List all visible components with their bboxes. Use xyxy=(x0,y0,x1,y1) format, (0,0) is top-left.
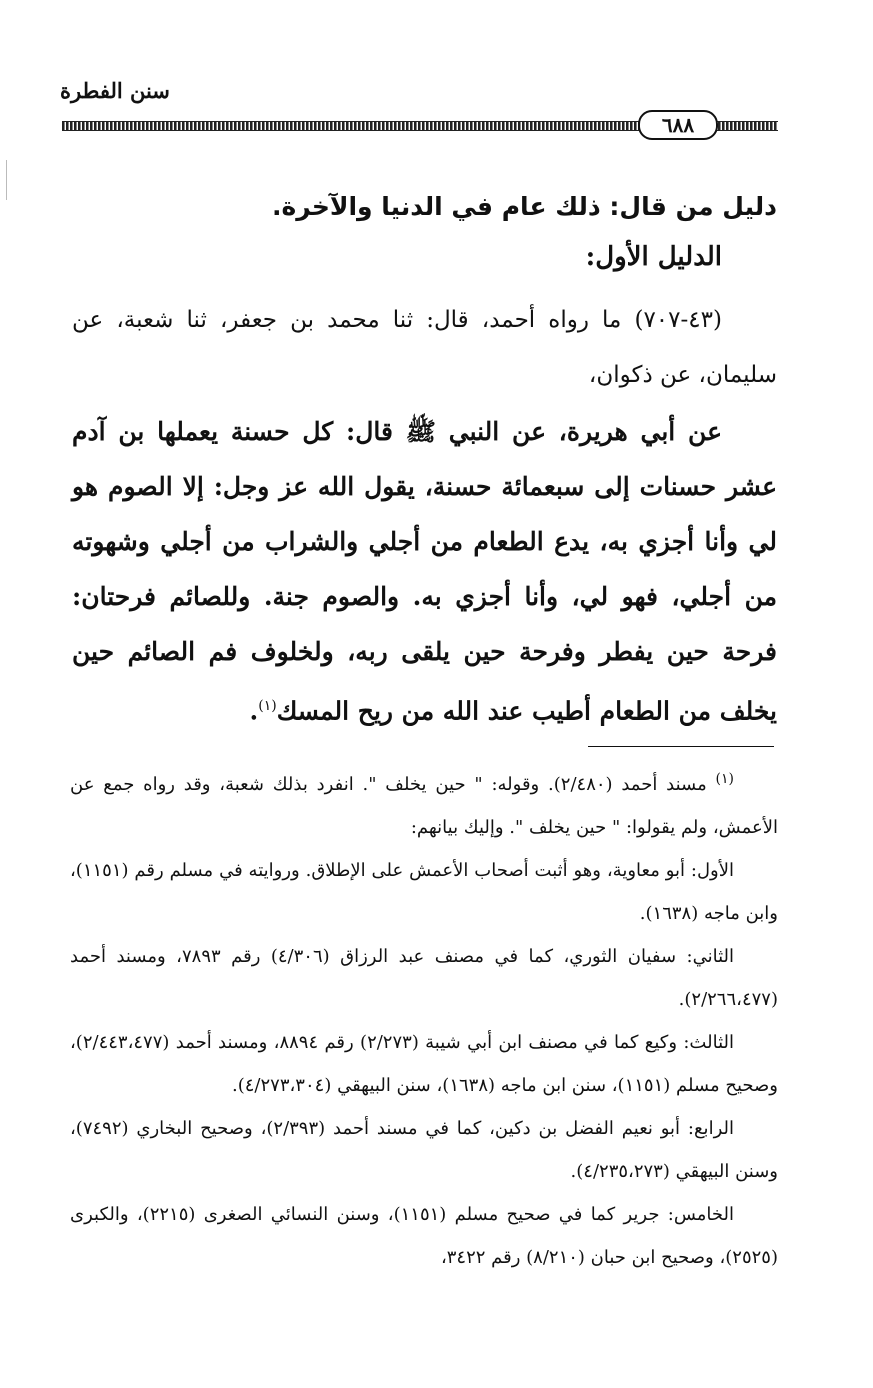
proof-title: الدليل الأول: xyxy=(585,242,722,272)
hadith-matn-text: عن أبي هريرة، عن النبي ﷺ قال: كل حسنة يعملها بن آدم عشر حسنات إلى سبعمائة حسنة، يقول الله عز وجل: إلا الصوم هو لي وأنا أجزي به، يدع الطعام من أجلي والشراب من أجلي وشهوته من أجلي، فهو لي، وأنا أجزي به. والصوم جنة. وللصائم فرحتان: فرحة حين يفطر وفرحة حين يلقى ربه، ولخلوف فم الصائم حين يخلف من الطعام أطيب عند الله من ريح المسك xyxy=(72,417,777,726)
footnote-text: مسند أحمد (٢/٤٨٠). وقوله: " حين يخلف ". انفرد بذلك شعبة، وقد رواه جمع عن الأعمش، ولم يقولوا: " حين يخلف ". وإليك بيانهم: xyxy=(70,774,778,838)
page-number: ٦٨٨ xyxy=(638,110,718,140)
hadith-matn-end: . xyxy=(249,696,259,726)
running-title: سنن الفطرة xyxy=(60,78,170,103)
footnote-reference[interactable]: (١) xyxy=(258,698,277,714)
footnote-entry: الرابع: أبو نعيم الفضل بن دكين، كما في مسند أحمد (٢/٣٩٣)، وصحيح البخاري (٧٤٩٢)، وسنن البيهقي (٤/٢٣٥،٢٧٣). xyxy=(70,1118,778,1182)
footnote-separator xyxy=(588,746,774,747)
footnote-marker: (١) xyxy=(715,771,734,787)
footnotes xyxy=(70,758,778,1279)
scan-mark xyxy=(6,160,7,200)
footnote-entry: الثالث: وكيع كما في مصنف ابن أبي شيبة (٢/٢٧٣) رقم ٨٨٩٤، ومسند أحمد (٢/٤٤٣،٤٧٧)، وصحيح مسلم (١١٥١)، سنن ابن ماجه (١٦٣٨)، سنن البيهقي (٤/٢٧٣،٣٠٤). xyxy=(70,1032,778,1096)
hadith-isnad: (٤٣-٧٠٧) ما رواه أحمد، قال: ثنا محمد بن جعفر، ثنا شعبة، عن سليمان، عن ذكوان، xyxy=(72,307,777,388)
footnote-entry: الخامس: جرير كما في صحيح مسلم (١١٥١)، وسنن النسائي الصغرى (٢٢١٥)، والكبرى (٢٥٢٥)، وصحيح ابن حبان (٨/٢١٠) رقم ٣٤٢٢، xyxy=(70,1204,778,1268)
footnote-entry: الأول: أبو معاوية، وهو أثبت أصحاب الأعمش على الإطلاق. وروايته في مسلم رقم (١١٥١)، وابن ماجه (١٦٣٨). xyxy=(70,860,778,924)
footnote-entry xyxy=(70,758,778,849)
section-heading: دليل من قال: ذلك عام في الدنيا والآخرة. xyxy=(272,192,777,221)
footnote-entry: الثاني: سفيان الثوري، كما في مصنف عبد الرزاق (٤/٣٠٦) رقم ٧٨٩٣، ومسند أحمد (٢/٢٦٦،٤٧٧). xyxy=(70,946,778,1010)
hadith-matn xyxy=(72,404,777,738)
